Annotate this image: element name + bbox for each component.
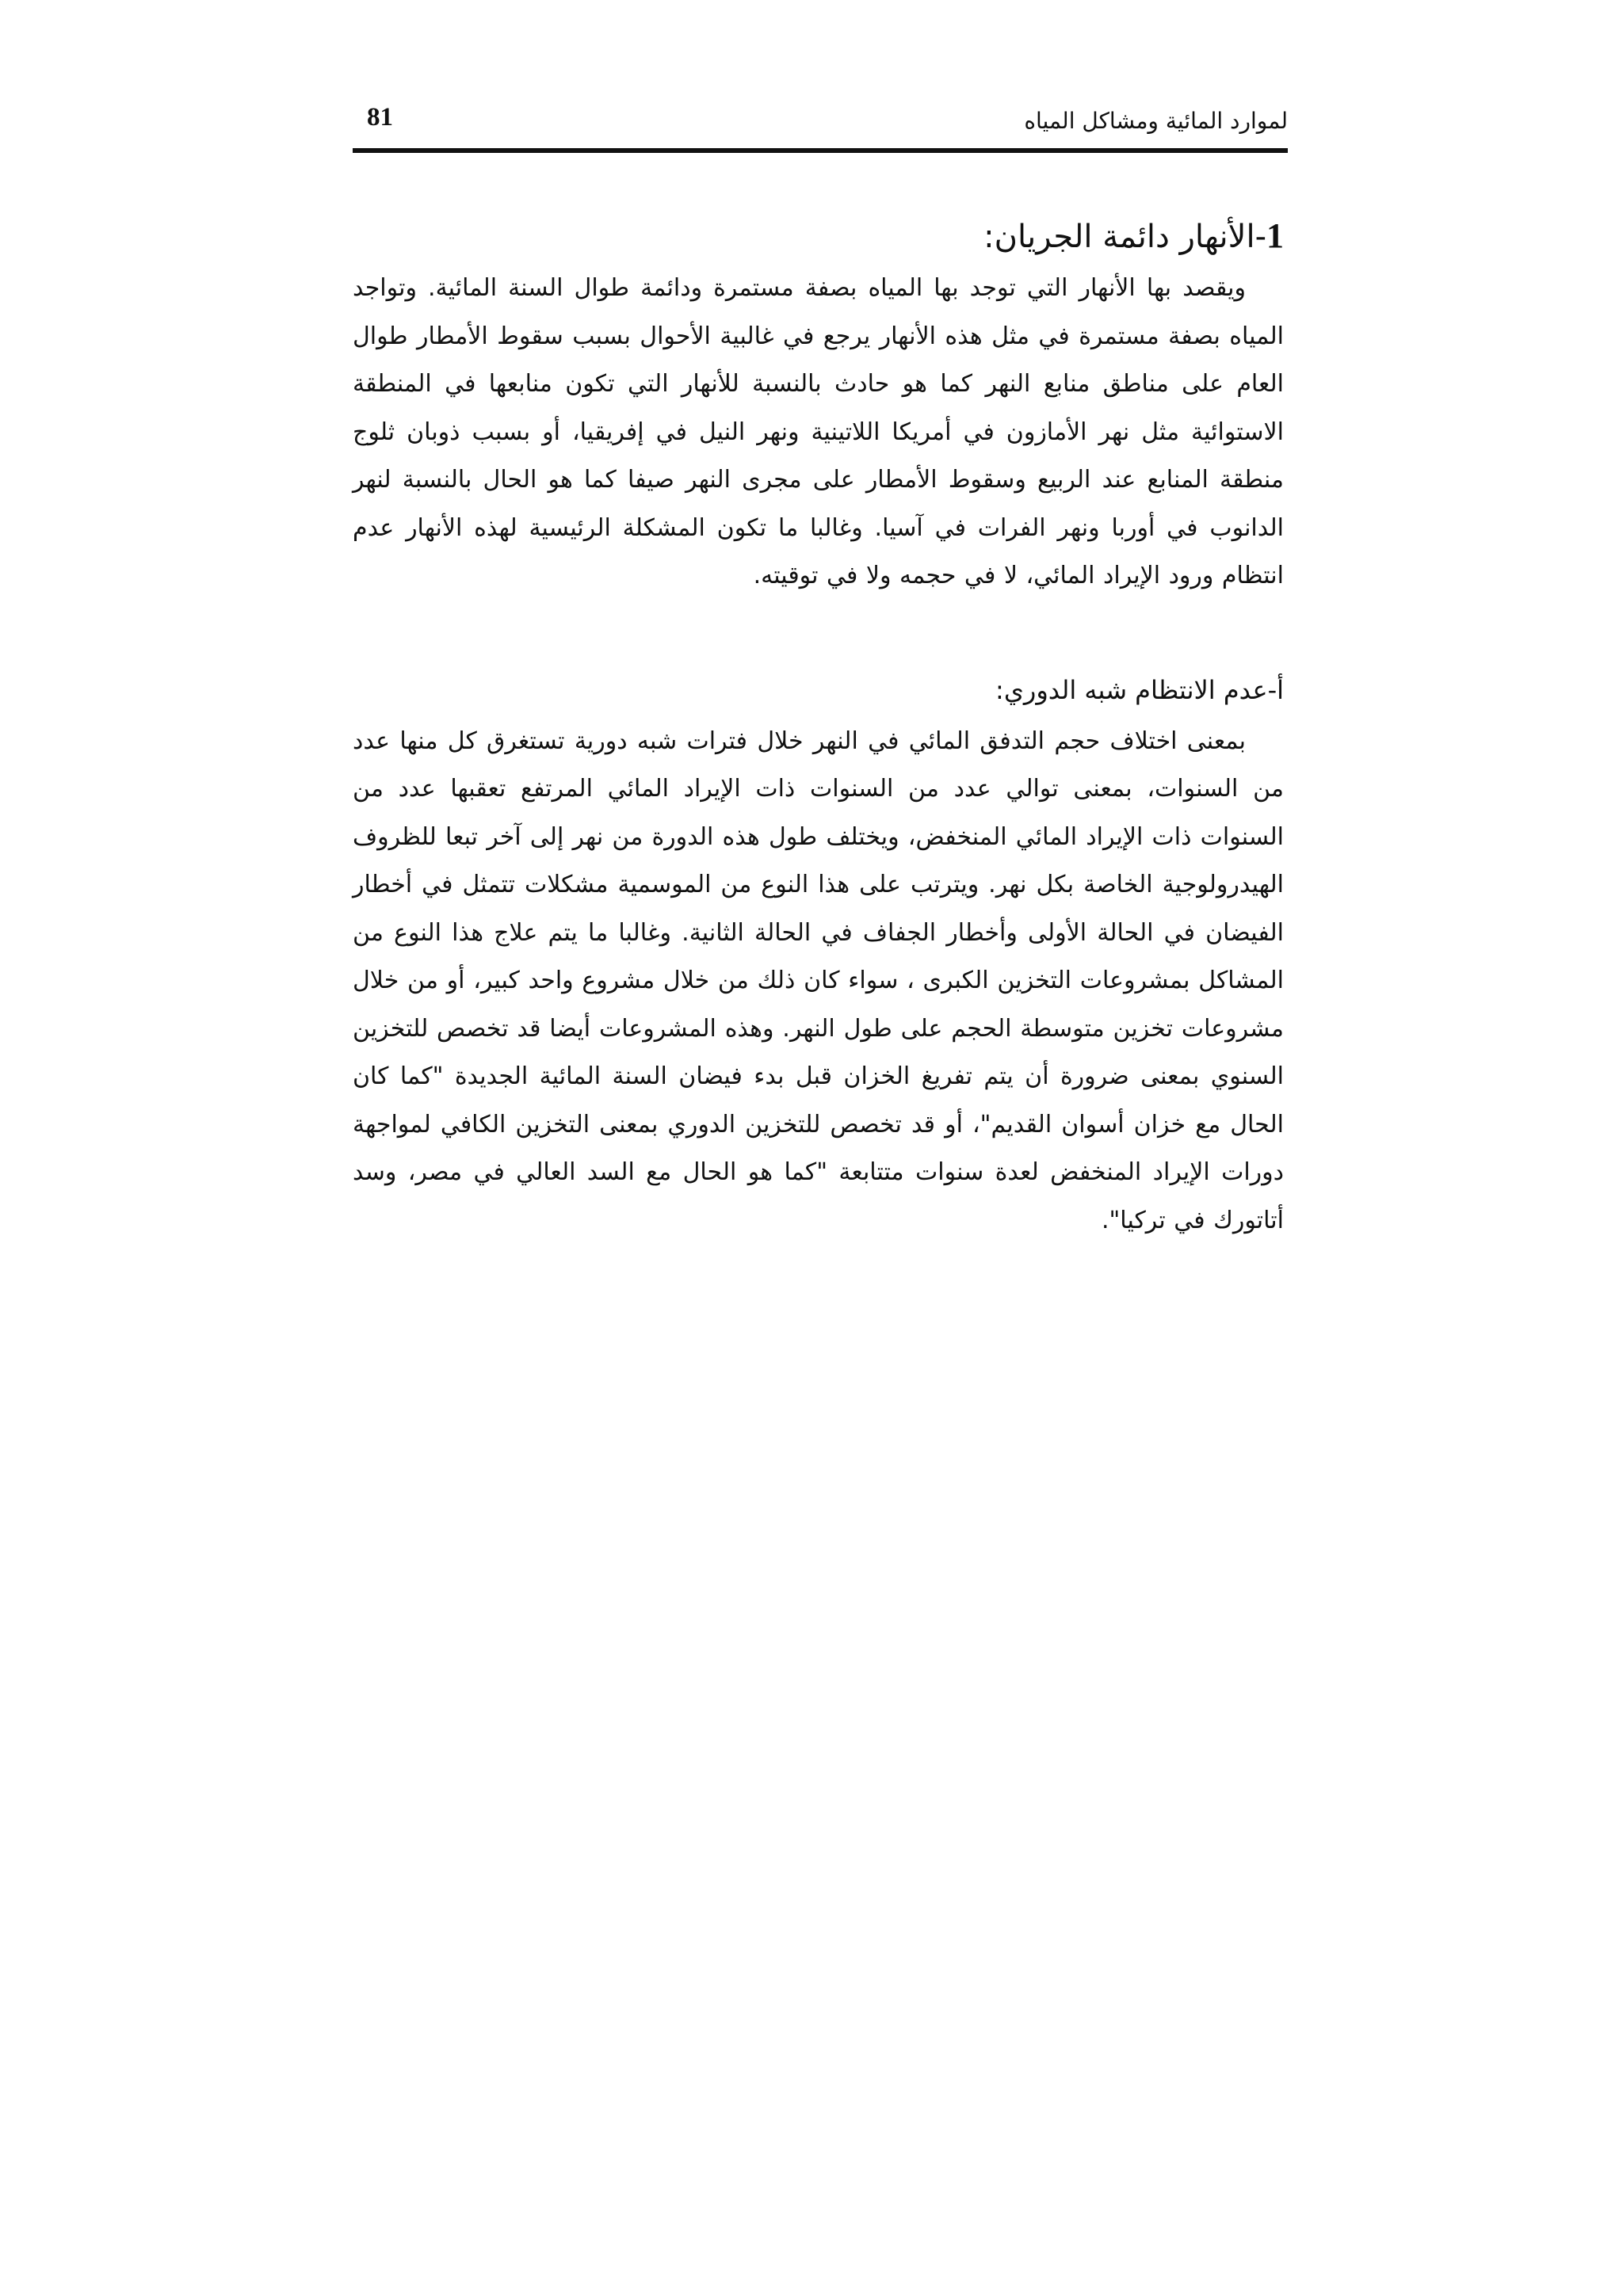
page-header [353,101,1288,151]
subsection-heading: أ-عدم الانتظام شبه الدوري: [995,674,1284,705]
header-divider [353,148,1288,153]
section-number: 1 [1266,216,1284,255]
section-heading [353,208,1284,265]
page-content [353,208,1284,1245]
subsection-paragraph: بمعنى اختلاف حجم التدفق المائي في النهر خلال فترات شبه دورية تستغرق كل منها عدد من السنوات، بمعنى توالي عدد من السنوات ذات الإيراد المائي المرتفع تعقبها عدد من السنوات ذات الإيراد المائي المنخفض، ويختلف طول هذه الدورة من نهر إلى آخر تبعا للظروف الهيدرولوجية الخاصة بكل نهر. ويترتب على هذا النوع من الموسمية مشكلات تتمثل في أخطار الفيضان في الحالة الأولى وأخطار الجفاف في الحالة الثانية. وغالبا ما يتم علاج هذا النوع من المشاكل بمشروعات التخزين الكبرى ، سواء كان ذلك من خلال مشروع واحد كبير، أو من خلال مشروعات تخزين متوسطة الحجم على طول النهر. وهذه المشروعات أيضا قد تخصص للتخزين السنوي بمعنى ضرورة أن يتم تفريغ الخزان قبل بدء فيضان السنة المائية الجديدة "كما كان الحال مع خزان أسوان القديم"، أو قد تخصص للتخزين الدوري بمعنى التخزين الكافي لمواجهة دورات الإيراد المنخفض لعدة سنوات متتابعة "كما هو الحال مع السد العالي في مصر، وسد أتاتورك في تركيا". [353,727,1284,1234]
section-paragraph: ويقصد بها الأنهار التي توجد بها المياه بصفة مستمرة ودائمة طوال السنة المائية. وتواجد المياه بصفة مستمرة في مثل هذه الأنهار يرجع في غالبية الأحوال بسبب سقوط الأمطار طوال العام على مناطق منابع النهر كما هو حادث بالنسبة للأنهار التي تكون منابعها في المنطقة الاستوائية مثل نهر الأمازون في أمريكا اللاتينية ونهر النيل في إفريقيا، أو بسبب ذوبان ثلوج منطقة المنابع عند الربيع وسقوط الأمطار على مجرى النهر صيفا كما هو الحال بالنسبة لنهر الدانوب في أوربا ونهر الفرات في آسيا. وغالبا ما تكون المشكلة الرئيسية لهذه الأنهار عدم انتظام ورود الإيراد المائي، لا في حجمه ولا في توقيته. [353,274,1284,589]
page-number: 81 [367,103,393,132]
section-title: -الأنهار دائمة الجريان: [983,219,1266,255]
running-header-title: لموارد المائية ومشاكل المياه [1024,108,1288,134]
